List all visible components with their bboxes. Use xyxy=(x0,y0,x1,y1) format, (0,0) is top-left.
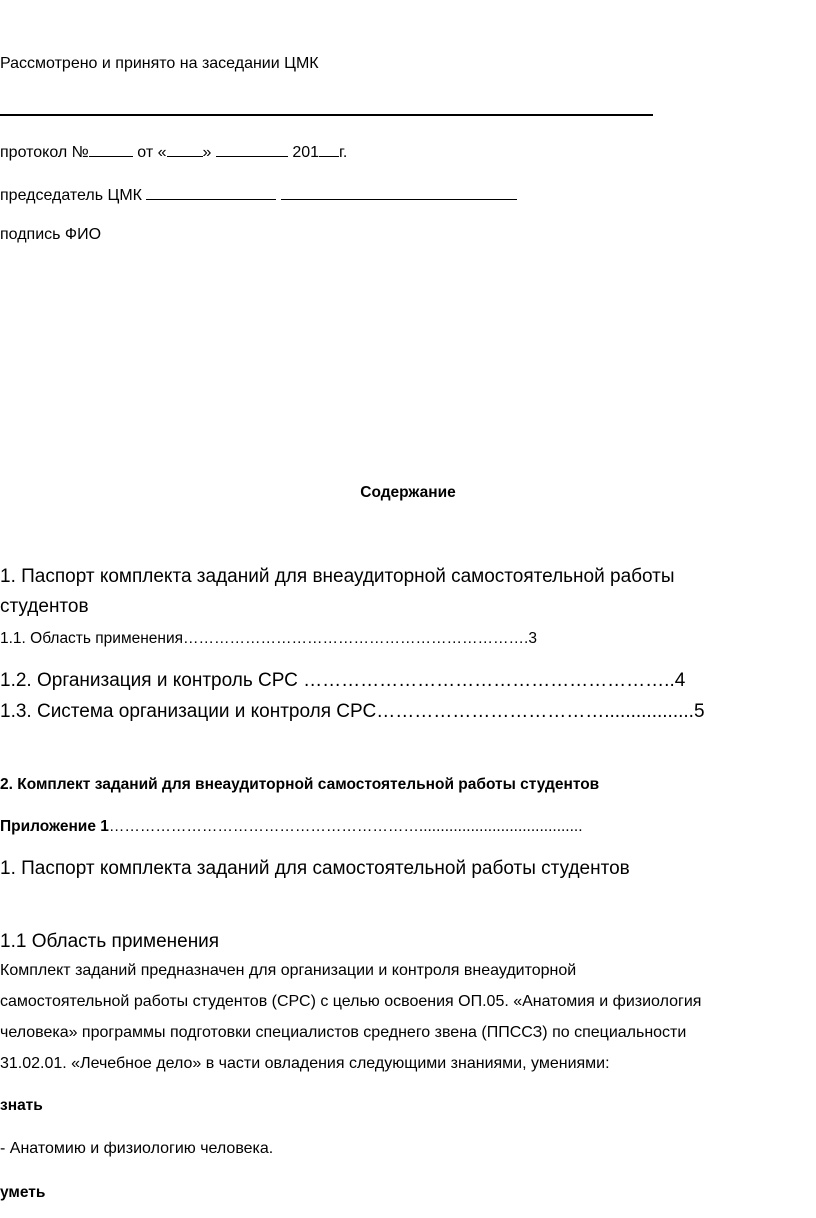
chairman-line xyxy=(0,184,517,205)
toc-item-1-3: 1.3. Система организации и контроля СРС……………………………….................5 xyxy=(0,701,705,722)
protocol-label: протокол № xyxy=(0,144,89,161)
section-1-heading: 1. Паспорт комплекта заданий для самостоятельной работы студентов xyxy=(0,858,630,879)
year-prefix: 201 xyxy=(292,144,320,161)
appendix-dots: ……………………………………………………...................................... xyxy=(108,818,583,835)
toc-item-1-1: 1.1. Область применения………………………………………………………….3 xyxy=(0,630,537,647)
section-1-1-heading: 1.1 Область применения xyxy=(0,931,220,952)
paragraph-line-2: самостоятельной работы студентов (СРС) с целью освоения ОП.05. «Анатомия и физиология xyxy=(0,993,702,1010)
toc-item-2-text: . Комплект заданий для внеаудиторной самостоятельной работы студентов xyxy=(8,776,600,793)
signature-rule-line xyxy=(0,114,653,116)
toc-appendix xyxy=(0,818,583,836)
appendix-label: Приложение 1 xyxy=(0,818,109,835)
toc-title: Содержание xyxy=(360,484,456,501)
month-blank xyxy=(216,141,288,157)
know-item: - Анатомию и физиологию человека. xyxy=(0,1140,274,1157)
chairman-signature-blank xyxy=(146,184,276,200)
from-label: от « xyxy=(137,144,167,161)
year-blank xyxy=(319,141,339,157)
paragraph-line-4: 31.02.01. «Лечебное дело» в части овладения следующими знаниями, умениями: xyxy=(0,1055,610,1072)
toc-item-1-line-2: студентов xyxy=(0,596,89,617)
know-label: знать xyxy=(0,1097,43,1114)
paragraph-line-1: Комплект заданий предназначен для организации и контроля внеаудиторной xyxy=(0,962,577,979)
signature-caption: подпись ФИО xyxy=(0,226,102,243)
day-blank xyxy=(167,141,203,157)
quote-close: » xyxy=(202,144,212,161)
protocol-line xyxy=(0,141,347,162)
toc-item-1-2: 1.2. Организация и контроль СРС …………………………………………………..4 xyxy=(0,670,686,691)
protocol-number-blank xyxy=(89,141,133,157)
paragraph-line-3: человека» программы подготовки специалистов среднего звена (ППССЗ) по специальности xyxy=(0,1024,687,1041)
toc-item-2-number: 2 xyxy=(0,776,9,793)
considered-text: Рассмотрено и принято на заседании ЦМК xyxy=(0,55,319,72)
chairman-label: председатель ЦМК xyxy=(0,187,142,204)
can-label: уметь xyxy=(0,1184,46,1201)
toc-item-1-line-1: 1. Паспорт комплекта заданий для внеаудиторной самостоятельной работы xyxy=(0,566,675,587)
toc-item-2 xyxy=(0,776,599,794)
chairman-name-blank xyxy=(281,184,517,200)
year-suffix: г. xyxy=(339,144,348,161)
